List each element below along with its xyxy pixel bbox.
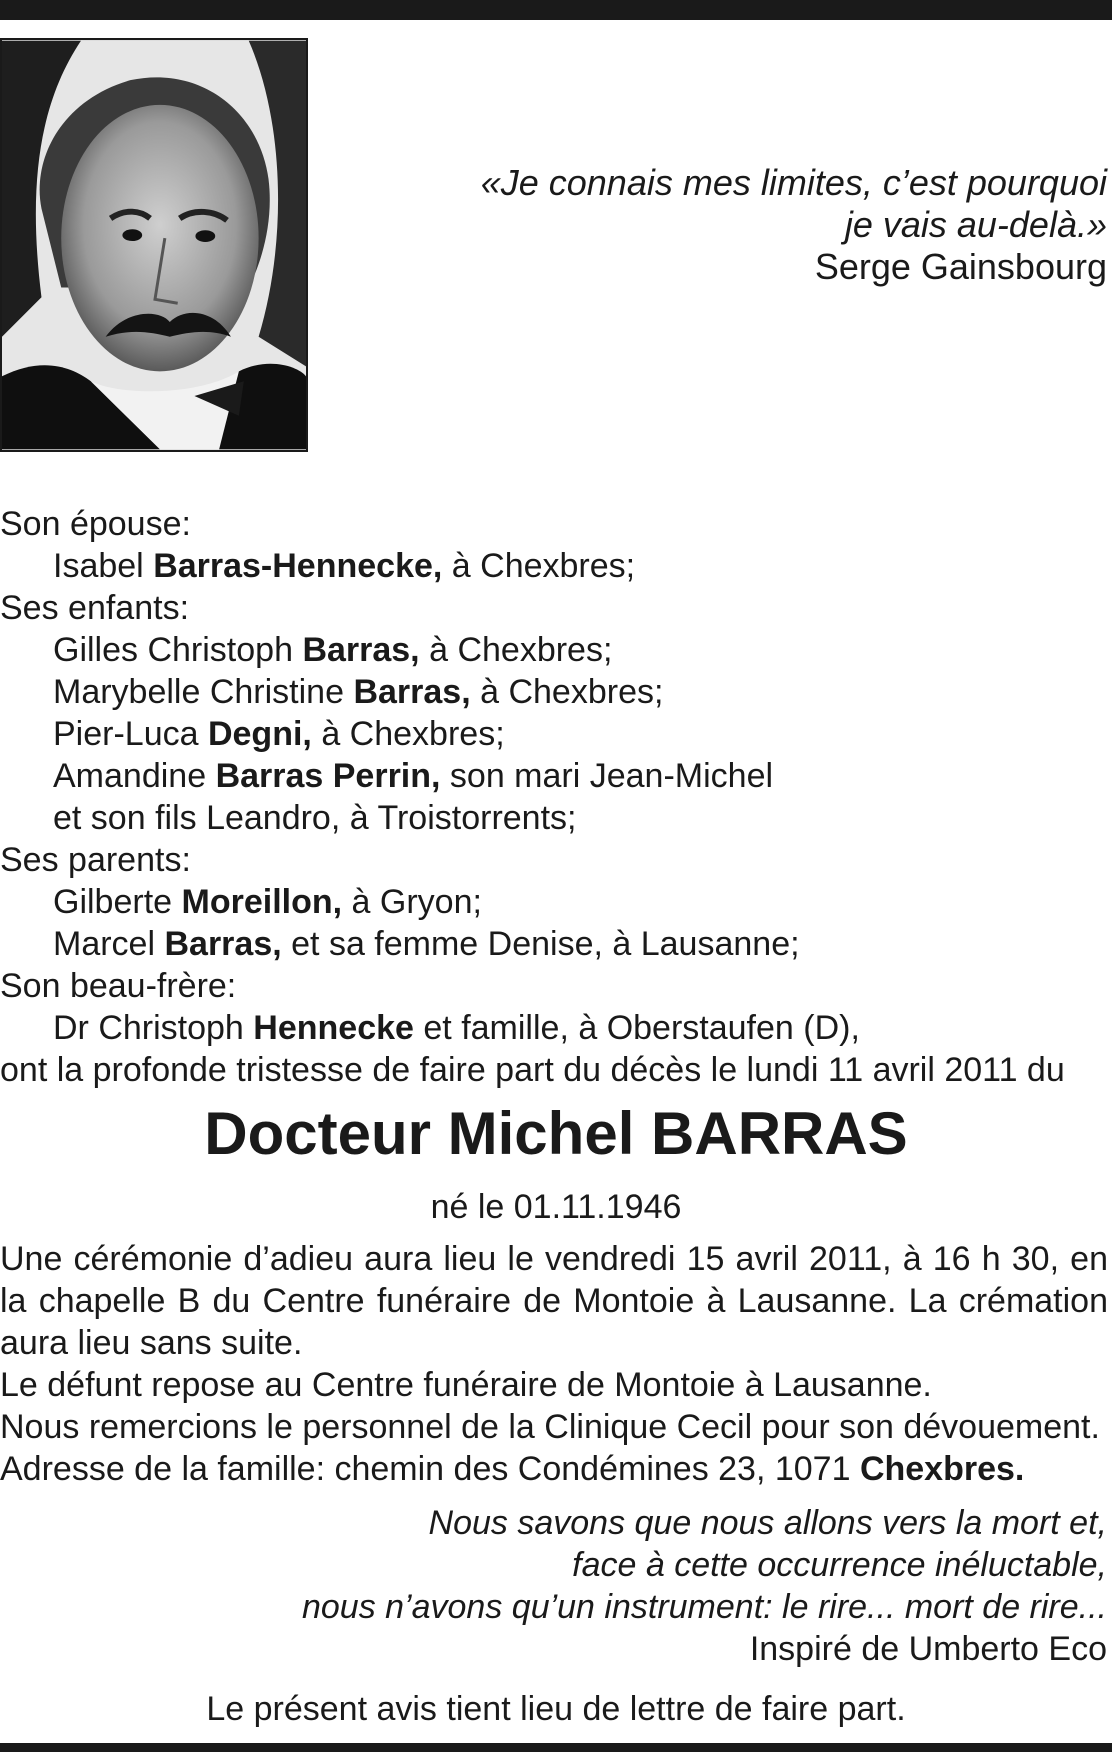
child-entry bbox=[53, 755, 1112, 797]
notice-line: Le présent avis tient lieu de lettre de faire part. bbox=[206, 1690, 906, 1728]
first-name: Pier-Luca bbox=[53, 715, 199, 753]
address-text: Adresse de la famille: chemin des Condémines 23, 1071 bbox=[0, 1450, 851, 1488]
first-name: Dr Christoph bbox=[53, 1009, 244, 1047]
place: et sa femme Denise, à Lausanne; bbox=[291, 925, 800, 963]
place: à Gryon; bbox=[351, 883, 482, 921]
top-rule bbox=[0, 0, 1112, 20]
parent-entry bbox=[53, 881, 1112, 923]
last-name: Barras, bbox=[302, 631, 420, 669]
children-label: Ses enfants: bbox=[0, 589, 190, 627]
place: à Chexbres; bbox=[480, 673, 664, 711]
family-list bbox=[0, 503, 1112, 1091]
brother-in-law-label: Son beau-frère: bbox=[0, 967, 237, 1005]
child-entry bbox=[53, 629, 1112, 671]
first-name: Amandine bbox=[53, 757, 207, 795]
closing-quote-line-3: nous n’avons qu’un instrument: le rire... mort de rire... bbox=[301, 1588, 1107, 1626]
last-name: Degni, bbox=[207, 715, 312, 753]
epigraph-line-2: je vais au-delà.» bbox=[844, 204, 1107, 245]
epigraph-author: Serge Gainsbourg bbox=[814, 246, 1107, 287]
portrait-photo bbox=[0, 38, 308, 452]
last-name: Moreillon, bbox=[181, 883, 343, 921]
ceremony-paragraph: Une cérémonie d’adieu aura lieu le vendredi 15 avril 2011, à 16 h 30, en la chapelle B du Centre funéraire de Montoie à Lausanne. La crémation aura lieu sans suite. bbox=[0, 1240, 1108, 1362]
child-entry bbox=[53, 713, 1112, 755]
family-address bbox=[0, 1448, 1108, 1490]
parents-label: Ses parents: bbox=[0, 841, 191, 879]
place: son mari Jean-Michel bbox=[449, 757, 774, 795]
place: et famille, à Oberstaufen (D), bbox=[423, 1009, 860, 1047]
first-name: Marybelle Christine bbox=[53, 673, 344, 711]
spouse-entry bbox=[53, 545, 1112, 587]
brother-in-law-entry bbox=[53, 1007, 1112, 1049]
ceremony-details bbox=[0, 1238, 1108, 1490]
closing-quote-line-1: Nous savons que nous allons vers la mort et, bbox=[428, 1504, 1107, 1542]
first-name: Gilles Christoph bbox=[53, 631, 293, 669]
deceased-name: Docteur Michel BARRAS bbox=[204, 1100, 908, 1167]
first-name: Isabel bbox=[53, 547, 144, 585]
last-name: Barras Perrin, bbox=[215, 757, 441, 795]
first-name: Gilberte bbox=[53, 883, 173, 921]
place: à Chexbres; bbox=[451, 547, 636, 585]
thanks: Nous remercions le personnel de la Clinique Cecil pour son dévouement. bbox=[0, 1408, 1100, 1446]
spouse-label: Son épouse: bbox=[0, 505, 191, 543]
announcement-line: ont la profonde tristesse de faire part du décès le lundi 11 avril 2011 du bbox=[0, 1051, 1065, 1089]
address-town: Chexbres. bbox=[859, 1450, 1025, 1488]
last-name: Barras, bbox=[164, 925, 282, 963]
closing-quote bbox=[207, 1502, 1107, 1670]
last-name: Barras, bbox=[353, 673, 471, 711]
child-entry-continuation: et son fils Leandro, à Troistorrents; bbox=[53, 799, 577, 837]
place: à Chexbres; bbox=[321, 715, 505, 753]
child-entry bbox=[53, 671, 1112, 713]
parent-entry bbox=[53, 923, 1112, 965]
last-name: Barras-Hennecke, bbox=[153, 547, 443, 585]
last-name: Hennecke bbox=[253, 1009, 414, 1047]
epigraph-line-1: «Je connais mes limites, c’est pourquoi bbox=[480, 162, 1107, 203]
resting-place: Le défunt repose au Centre funéraire de Montoie à Lausanne. bbox=[0, 1366, 932, 1404]
closing-quote-attribution: Inspiré de Umberto Eco bbox=[749, 1630, 1107, 1668]
first-name: Marcel bbox=[53, 925, 156, 963]
epigraph bbox=[407, 162, 1107, 288]
place: à Chexbres; bbox=[429, 631, 613, 669]
birth-date: né le 01.11.1946 bbox=[430, 1188, 682, 1226]
closing-quote-line-2: face à cette occurrence inéluctable, bbox=[572, 1546, 1107, 1584]
bottom-rule bbox=[0, 1743, 1112, 1752]
